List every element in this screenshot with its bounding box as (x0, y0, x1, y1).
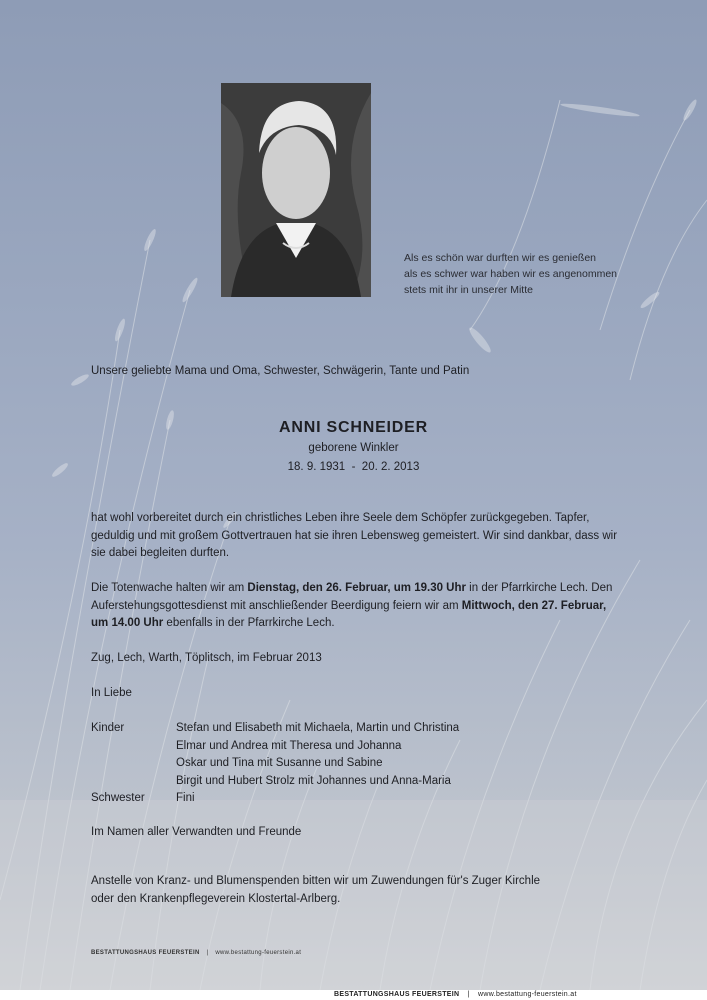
family-row (91, 790, 459, 808)
donation-note (91, 873, 626, 908)
portrait-photo (221, 83, 371, 297)
footer-company: BESTATTUNGSHAUS FEUERSTEIN (334, 991, 460, 998)
footer-url: www.bestattung-feuerstein.at (478, 991, 577, 998)
quote-line: als es schwer war haben wir es angenommen (404, 268, 618, 280)
in-liebe: In Liebe (91, 687, 132, 699)
donation-line: Anstelle von Kranz- und Blumenspenden bitten wir um Zuwendungen für's Zuger Kirchle (91, 875, 541, 887)
family-row (91, 738, 459, 756)
places-date: Zug, Lech, Warth, Töplitsch, im Februar 2013 (91, 652, 322, 664)
family-row (91, 773, 459, 791)
paragraph-services (91, 580, 626, 633)
wake-date: Dienstag, den 26. Februar, um 19.30 Uhr (247, 582, 466, 594)
family-list (91, 720, 459, 808)
relatives-text: Im Namen aller Verwandten und Freunde (91, 826, 302, 838)
donation-line: oder den Krankenpflegeverein Klostertal-Arlberg. (91, 892, 341, 905)
page-footer (91, 950, 301, 956)
footer-company: BESTATTUNGSHAUS FEUERSTEIN (91, 950, 200, 956)
quote-line: Als es schön war durften wir es genießen (404, 252, 597, 264)
memorial-quote (404, 250, 617, 298)
schwester-label: Schwester (91, 792, 145, 804)
family-row (91, 755, 459, 773)
life-dates: 18. 9. 1931 - 20. 2. 2013 (287, 461, 420, 473)
bottom-footer (334, 991, 577, 998)
footer-url: www.bestattung-feuerstein.at (215, 950, 302, 956)
funeral-date: Mittwoch, den 27. Februar, um 14.00 Uhr (91, 599, 607, 629)
maiden-name: geborene Winkler (308, 442, 399, 454)
deceased-name: ANNI SCHNEIDER (279, 419, 428, 436)
schwester-entry: Fini (176, 792, 195, 804)
quote-line: stets mit ihr in unserer Mitte (404, 284, 533, 296)
footer-separator: | (206, 950, 209, 956)
paragraph-life: hat wohl vorbereitet durch ein christliches Leben ihre Seele dem Schöpfer zurückgegeben. Tapfer, geduldig und mit großem Gottvertrauen hat sie ihren Lebensweg gemeistert. Wir sind dankbar, dass wir sie dabei begleiten durften. (91, 512, 618, 559)
kinder-label: Kinder (91, 722, 125, 734)
kinder-entry: Stefan und Elisabeth mit Michaela, Martin und Christina (176, 722, 460, 734)
services-text: ebenfalls in der Pfarrkirche Lech. (163, 617, 335, 629)
services-text: in der Pfarrkirche Lech. Den Auferstehungsgottesdienst mit anschließender Beerdigung feiern wir am (91, 582, 613, 612)
intro-text: Unsere geliebte Mama und Oma, Schwester, Schwägerin, Tante und Patin (91, 365, 470, 377)
family-row (91, 720, 459, 738)
footer-separator: | (467, 991, 470, 998)
services-text: Die Totenwache halten wir am (91, 582, 248, 594)
deceased-info (0, 418, 707, 476)
kinder-entry: Birgit und Hubert Strolz mit Johannes und Anna-Maria (176, 774, 451, 787)
kinder-entry: Elmar und Andrea mit Theresa und Johanna (176, 739, 402, 752)
kinder-entry: Oskar und Tina mit Susanne und Sabine (176, 757, 383, 769)
